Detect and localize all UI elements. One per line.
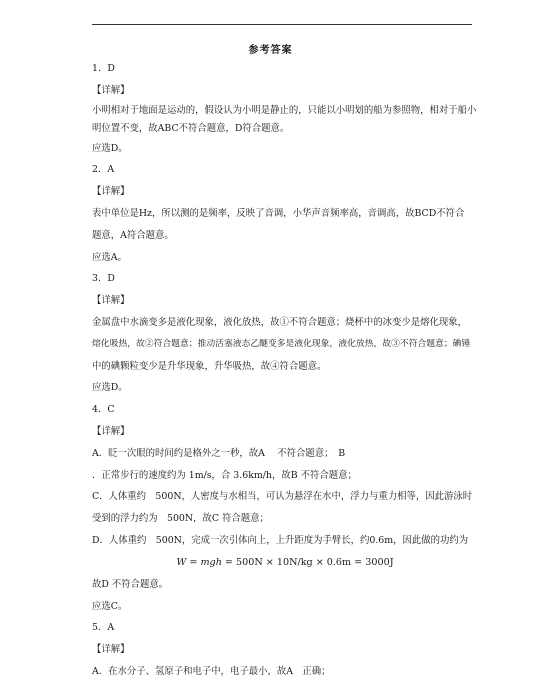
q1-line-1: 小明相对于地面是运动的，假设认为小明是静止的，只能以小明划的船为参照物，相对于船小 xyxy=(92,104,477,116)
q4-option-a: A．眨一次眼的时间约是格外之一秒，故A 不符合题意； B xyxy=(92,447,346,459)
formula-rhs: = 500N × 10N/kg × 0.6m = 3000J xyxy=(221,556,394,568)
page-title: 参考答案 xyxy=(248,45,293,56)
q3-number: 3．D xyxy=(92,273,115,285)
q4-detail-tag: 【详解】 xyxy=(92,425,130,437)
q4-number: 4．C xyxy=(92,404,115,416)
q5-number: 5．A xyxy=(92,622,115,634)
q2-detail-tag: 【详解】 xyxy=(92,186,130,198)
q3-detail-tag: 【详解】 xyxy=(92,295,130,307)
q1-number: 1．D xyxy=(92,63,115,74)
header-rule xyxy=(92,24,472,25)
q4-option-b: ．正常步行的速度约为 1m/s，合 3.6km/h，故B 不符合题意； xyxy=(92,469,357,481)
q4-conclusion: 应选C。 xyxy=(92,600,128,612)
q2-conclusion: 应选A。 xyxy=(92,251,127,263)
q2-line-1: 表中单位是Hz，所以测的是频率，反映了音调，小华声音频率高，音调高，故BCD不符合 xyxy=(92,207,465,219)
work-formula: W = mgh = 500N × 10N/kg × 0.6m = 3000J xyxy=(176,556,394,568)
q2-line-2: 题意，A符合题意。 xyxy=(92,229,174,241)
q2-number: 2．A xyxy=(92,164,115,176)
q1-line-2: 明位置不变，故ABC不符合题意，D符合题意。 xyxy=(92,122,290,134)
answer-body xyxy=(92,58,478,683)
q3-line-3: 中的碘颗粒变少是升华现象，升华吸热，故④符合题意。 xyxy=(92,360,327,372)
q4-option-c-line-2: 受到的浮力约为 500N，故C 符合题意； xyxy=(92,513,269,525)
q4-option-d-after: 故D 不符合题意。 xyxy=(92,578,169,590)
q3-line-1: 金属盘中水滴变多是液化现象，液化放热，故①不符合题意；烧杯中的冰变少是熔化现象， xyxy=(92,316,468,328)
q1-detail-tag: 【详解】 xyxy=(92,84,130,96)
q4-option-d: D．人体重约 500N，完成一次引体向上，上升距度为手臂长，约0.6m，因此做的功约为 xyxy=(92,534,469,546)
q3-line-2: 熔化吸热，故②符合题意；推动活塞液态乙醚变多是液化现象，液化放热，故③不符合题意；碘锤 xyxy=(92,338,471,349)
q1-conclusion: 应选D。 xyxy=(92,142,128,154)
q5-detail-tag: 【详解】 xyxy=(92,644,130,656)
q4-option-c-line-1: C．人体重约 500N，人密度与水相当，可认为悬浮在水中，浮力与重力相等，因此游泳时 xyxy=(92,491,473,503)
q5-option-a: A．在水分子、氢原子和电子中，电子最小，故A 正确； xyxy=(92,665,331,677)
q3-conclusion: 应选D。 xyxy=(92,382,128,394)
